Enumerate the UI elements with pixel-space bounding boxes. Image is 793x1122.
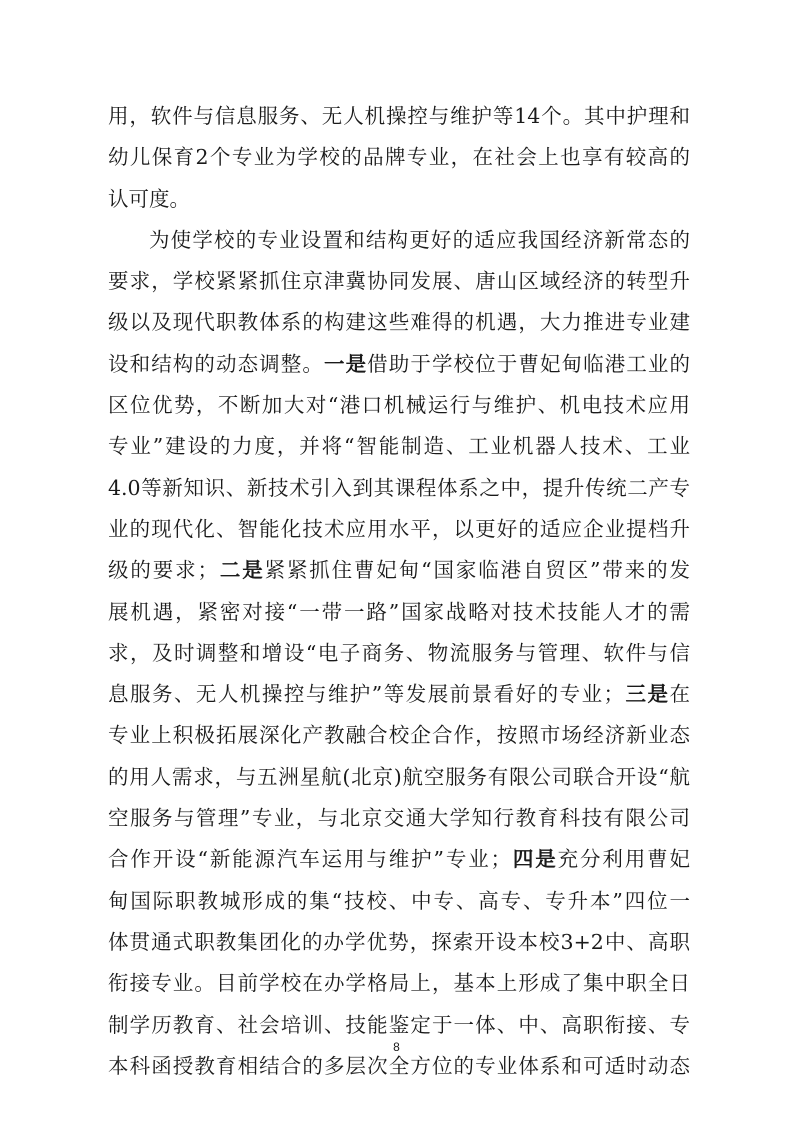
text-line: 区位优势，不断加大对“港口机械运行与维护、机电技术应用 bbox=[108, 393, 690, 418]
text-line: 的用人需求，与五洲星航(北京)航空服务有限公司联合开设“航 bbox=[108, 764, 690, 789]
bold-emphasis: 二是 bbox=[217, 558, 265, 583]
text-line: 认可度。 bbox=[108, 186, 190, 211]
text-line: 要求，学校紧紧抓住京津冀协同发展、唐山区域经济的转型升 bbox=[108, 269, 690, 294]
text-line: 4.0等新知识、新技术引入到其课程体系之中，提升传统二产专 bbox=[108, 475, 690, 500]
text-line: 制学历教育、社会培训、技能鉴定于一体、中、高职衔接、专 bbox=[108, 1012, 690, 1037]
text-run: 充分利用曹妃 bbox=[557, 847, 691, 872]
text-line: 幼儿保育2个专业为学校的品牌专业，在社会上也享有较高的 bbox=[108, 145, 690, 170]
text-line bbox=[108, 550, 690, 591]
body-text bbox=[108, 96, 690, 1087]
bold-emphasis: 四是 bbox=[511, 847, 558, 872]
text-line: 为使学校的专业设置和结构更好的适应我国经济新常态的 bbox=[149, 227, 690, 252]
text-line: 专业上积极拓展深化产教融合校企合作，按照市场经济新业态 bbox=[108, 723, 690, 748]
text-line: 甸国际职教城形成的集“技校、中专、高专、专升本”四位一 bbox=[108, 888, 690, 913]
text-line bbox=[108, 839, 690, 880]
text-run: 借助于学校位于曹妃甸临港工业的 bbox=[367, 351, 691, 376]
text-line: 本科函授教育相结合的多层次全方位的专业体系和可适时动态 bbox=[108, 1053, 690, 1078]
text-line bbox=[108, 674, 690, 715]
text-run: 紧紧抓住曹妃甸“国家临港自贸区”带来的发 bbox=[264, 558, 691, 583]
text-run: 在 bbox=[669, 682, 691, 707]
text-line: 衔接专业。目前学校在办学格局上，基本上形成了集中职全日 bbox=[108, 971, 690, 996]
text-run: 级的要求； bbox=[108, 558, 218, 583]
text-run: 息服务、无人机操控与维护”等发展前景看好的专业； bbox=[108, 682, 625, 707]
text-line: 空服务与管理”专业，与北京交通大学知行教育科技有限公司 bbox=[108, 806, 690, 831]
text-line: 求，及时调整和增设“电子商务、物流服务与管理、软件与信 bbox=[108, 640, 690, 665]
text-line: 专业”建设的力度，并将“智能制造、工业机器人技术、工业 bbox=[108, 434, 690, 459]
text-line: 级以及现代职教体系的构建这些难得的机遇，大力推进专业建 bbox=[108, 310, 690, 335]
bold-emphasis: 三是 bbox=[624, 682, 670, 707]
text-line: 业的现代化、智能化技术应用水平，以更好的适应企业提档升 bbox=[108, 516, 690, 541]
text-run: 设和结构的动态调整。 bbox=[108, 351, 324, 376]
text-run: 合作开设“新能源汽车运用与维护”专业； bbox=[108, 847, 512, 872]
text-line: 体贯通式职教集团化的办学优势，探索开设本校3+2中、高职 bbox=[108, 929, 690, 954]
text-line: 用，软件与信息服务、无人机操控与维护等14个。其中护理和 bbox=[108, 104, 690, 128]
bold-emphasis: 一是 bbox=[323, 351, 368, 376]
page-number: 8 bbox=[393, 1040, 400, 1054]
text-line bbox=[108, 344, 690, 385]
text-line: 展机遇，紧密对接“一带一路”国家战略对技术技能人才的需 bbox=[108, 599, 690, 624]
